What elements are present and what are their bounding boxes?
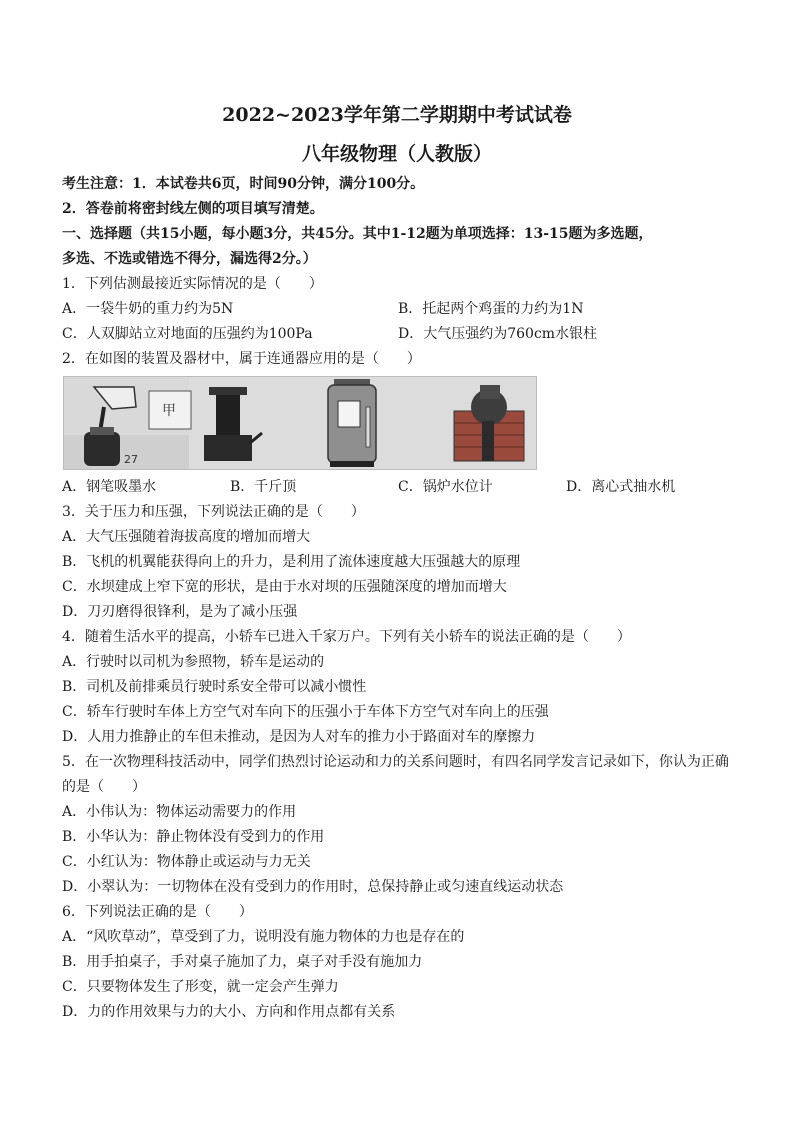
notes-line-1: 考生注意：1．本试卷共6页，时间90分钟，满分100分。	[62, 176, 425, 192]
q1-option-d: D．大气压强约为760cm水银柱	[398, 326, 598, 342]
q2-option-a: A．钢笔吸墨水	[62, 479, 157, 495]
q1-stem: 1．下列估测最接近实际情况的是（ ）	[62, 276, 323, 292]
q2-option-c: C．锅炉水位计	[398, 479, 493, 495]
q6-stem: 6．下列说法正确的是（ ）	[62, 904, 253, 920]
q4-option-c: C．轿车行驶时车体上方空气对车向下的压强小于车体下方空气对车向上的压强	[62, 704, 549, 720]
q4-option-a: A．行驶时以司机为参照物，轿车是运动的	[62, 654, 325, 670]
section-heading-line-1: 一、选择题（共15小题，每小题3分，共45分。其中1-12题为单项选择：13-15题为多选题，	[62, 226, 653, 242]
exam-title: 2022~2023学年第二学期期中考试试卷	[222, 104, 572, 126]
q1-option-a: A．一袋牛奶的重力约为5N	[62, 301, 234, 317]
q6-option-a: A．“风吹草动”，草受到了力，说明没有施力物体的力也是存在的	[62, 929, 465, 945]
q2-figure	[63, 376, 537, 470]
q3-option-c: C．水坝建成上窄下宽的形状，是由于水对坝的压强随深度的增加而增大	[62, 579, 507, 595]
q6-option-d: D．力的作用效果与力的大小、方向和作用点都有关系	[62, 1004, 396, 1020]
q4-stem: 4．随着生活水平的提高，小轿车已进入千家万户。下列有关小轿车的说法正确的是（ ）	[62, 629, 631, 645]
boiler-gauge-image	[314, 377, 394, 469]
q4-option-b: B．司机及前排乘员行驶时系安全带可以减小惯性	[62, 679, 367, 695]
q2-option-b: B．千斤顶	[230, 479, 297, 495]
q5-stem-line-2: 的是（ ）	[62, 779, 146, 795]
q3-option-d: D．刀刃磨得很锋利，是为了减小压强	[62, 604, 298, 620]
q5-option-a: A．小伟认为：物体运动需要力的作用	[62, 804, 297, 820]
q5-option-b: B．小华认为：静止物体没有受到力的作用	[62, 829, 325, 845]
q4-option-d: D．人用力推静止的车但未推动，是因为人对车的推力小于路面对车的摩擦力	[62, 729, 536, 745]
q3-option-b: B．飞机的机翼能获得向上的升力，是利用了流体速度越大压强越大的原理	[62, 554, 521, 570]
q3-option-a: A．大气压强随着海拔高度的增加而增大	[62, 529, 311, 545]
centrifugal-pump-image	[444, 377, 536, 469]
q5-option-c: C．小红认为：物体静止或运动与力无关	[62, 854, 311, 870]
q6-option-c: C．只要物体发生了形变，就一定会产生弹力	[62, 979, 339, 995]
notes-line-2: 2．答卷前将密封线左侧的项目填写清楚。	[62, 201, 324, 217]
q2-option-d: D．离心式抽水机	[566, 479, 676, 495]
q1-option-b: B．托起两个鸡蛋的力约为1N	[398, 301, 584, 317]
q5-stem-line-1: 5．在一次物理科技活动中，同学们热烈讨论运动和力的关系问题时，有四名同学发言记录如下，你认为正确	[62, 754, 729, 770]
q3-stem: 3．关于压力和压强，下列说法正确的是（ ）	[62, 504, 365, 520]
q5-option-d: D．小翠认为：一切物体在没有受到力的作用时，总保持静止或匀速直线运动状态	[62, 879, 564, 895]
jack-image	[144, 377, 264, 469]
exam-subtitle: 八年级物理（人教版）	[301, 143, 492, 165]
figure-number-label: 27	[124, 453, 138, 466]
figure-jia-label: 甲	[162, 403, 176, 419]
q6-option-b: B．用手拍桌子，手对桌子施加了力，桌子对手没有施加力	[62, 954, 423, 970]
q1-option-c: C．人双脚站立对地面的压强约为100Pa	[62, 326, 313, 342]
section-heading-line-2: 多选、不选或错选不得分，漏选得2分。）	[62, 251, 317, 267]
q2-stem: 2．在如图的装置及器材中，属于连通器应用的是（ ）	[62, 351, 421, 367]
